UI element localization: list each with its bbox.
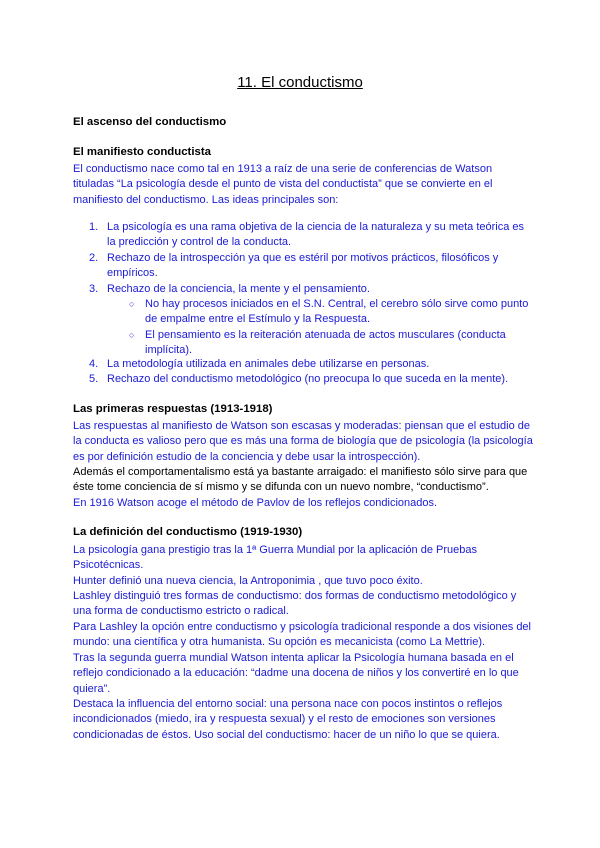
definicion-paragraph-2: Hunter definió una nueva ciencia, la Antroponimia , que tuvo poco éxito. — [73, 575, 423, 587]
manifiesto-list — [73, 220, 533, 297]
list-item-text: Rechazo del conductismo metodológico (no preocupa lo que suceda en la mente). — [107, 373, 509, 386]
list-number: 3. — [89, 282, 99, 295]
respuestas-paragraph-3: En 1916 Watson acoge el método de Pavlov de los reflejos condicionados. — [73, 497, 438, 509]
list-item-text: Rechazo de la conciencia, la mente y el pensamiento. — [107, 282, 370, 295]
respuestas-paragraph-2: Además el comportamentalismo está ya bastante arraigado: el manifiesto sólo sirve para que éste tome conciencia de sí mismo y se difunda con un nuevo nombre, “conductismo”. — [73, 466, 528, 494]
manifiesto-intro: El conductismo nace como tal en 1913 a raíz de una serie de conferencias de Watson tituladas “La psicología desde el punto de vista del conductista” que se convierte en el manifiesto del conductismo. Las ideas principales son: — [73, 163, 493, 206]
list-item — [73, 372, 533, 387]
hollow-circle-icon: ○ — [129, 299, 135, 309]
definicion-paragraph-1: La psicología gana prestigio tras la 1ª Guerra Mundial por la aplicación de Pruebas Psicotécnicas. — [73, 544, 477, 572]
sub-list-item — [107, 328, 533, 359]
list-item — [73, 220, 533, 251]
list-item — [73, 357, 533, 372]
respuestas-paragraph-1: Las respuestas al manifiesto de Watson son escasas y moderadas: piensan que el estudio de la conducta es valioso pero que es más una forma de biología que de psicología (la psicología es por definición estudio de la conciencia y debe usar la introspección). — [73, 420, 533, 463]
definicion-paragraph-4: Para Lashley la opción entre conductismo y psicología tradicional responde a dos visiones del mundo: una científica y otra humanista. Su opción es mecanicista (como La Mettrie). — [73, 621, 531, 649]
list-item — [73, 282, 533, 297]
list-item — [73, 251, 533, 282]
manifiesto-sublist — [73, 297, 533, 359]
list-item-text: Rechazo de la introspección ya que es estéril por motivos prácticos, filosóficos y empíricos. — [107, 251, 499, 280]
list-number: 2. — [89, 251, 99, 264]
list-number: 1. — [89, 221, 99, 233]
sub-list-item — [107, 297, 533, 328]
hollow-circle-icon: ○ — [129, 329, 135, 340]
heading-respuestas: Las primeras respuestas (1913-1918) — [73, 403, 273, 415]
list-number: 4. — [89, 358, 99, 370]
heading-manifiesto: El manifiesto conductista — [73, 146, 211, 158]
list-number: 5. — [89, 373, 99, 386]
manifiesto-list-continued — [73, 357, 533, 388]
sub-list-item-text: El pensamiento es la reiteración atenuada de actos musculares (conducta implícita). — [145, 328, 506, 357]
list-item-text: La metodología utilizada en animales debe utilizarse en personas. — [107, 358, 430, 370]
heading-ascenso: El ascenso del conductismo — [73, 116, 227, 128]
sub-list-item-text: No hay procesos iniciados en el S.N. Central, el cerebro sólo sirve como punto de empalme entre el Estímulo y la Respuesta. — [145, 298, 529, 326]
definicion-paragraph-3: Lashley distinguió tres formas de conductismo: dos formas de conductismo metodológico y una forma de conductismo estricto o radical. — [73, 590, 517, 618]
page-title: 11. El conductismo — [237, 74, 363, 91]
definicion-paragraph-5: Tras la segunda guerra mundial Watson intenta aplicar la Psicología humana basada en el reflejo condicionado a la educación: “dadme una docena de niños y los convertiré en lo que quiera”. — [73, 652, 519, 695]
heading-definicion: La definición del conductismo (1919-1930) — [73, 526, 303, 538]
definicion-paragraph-6: Destaca la influencia del entorno social: una persona nace con pocos instintos o reflejos incondicionados (miedo, ira y respuesta sexual) y el resto de emociones son versiones condicionadas de éstos. Uso social del conductismo: hacer de un niño lo que se quiera. — [73, 698, 503, 741]
list-item-text: La psicología es una rama objetiva de la ciencia de la naturaleza y su meta teórica es la predicción y control de la conducta. — [107, 221, 525, 249]
